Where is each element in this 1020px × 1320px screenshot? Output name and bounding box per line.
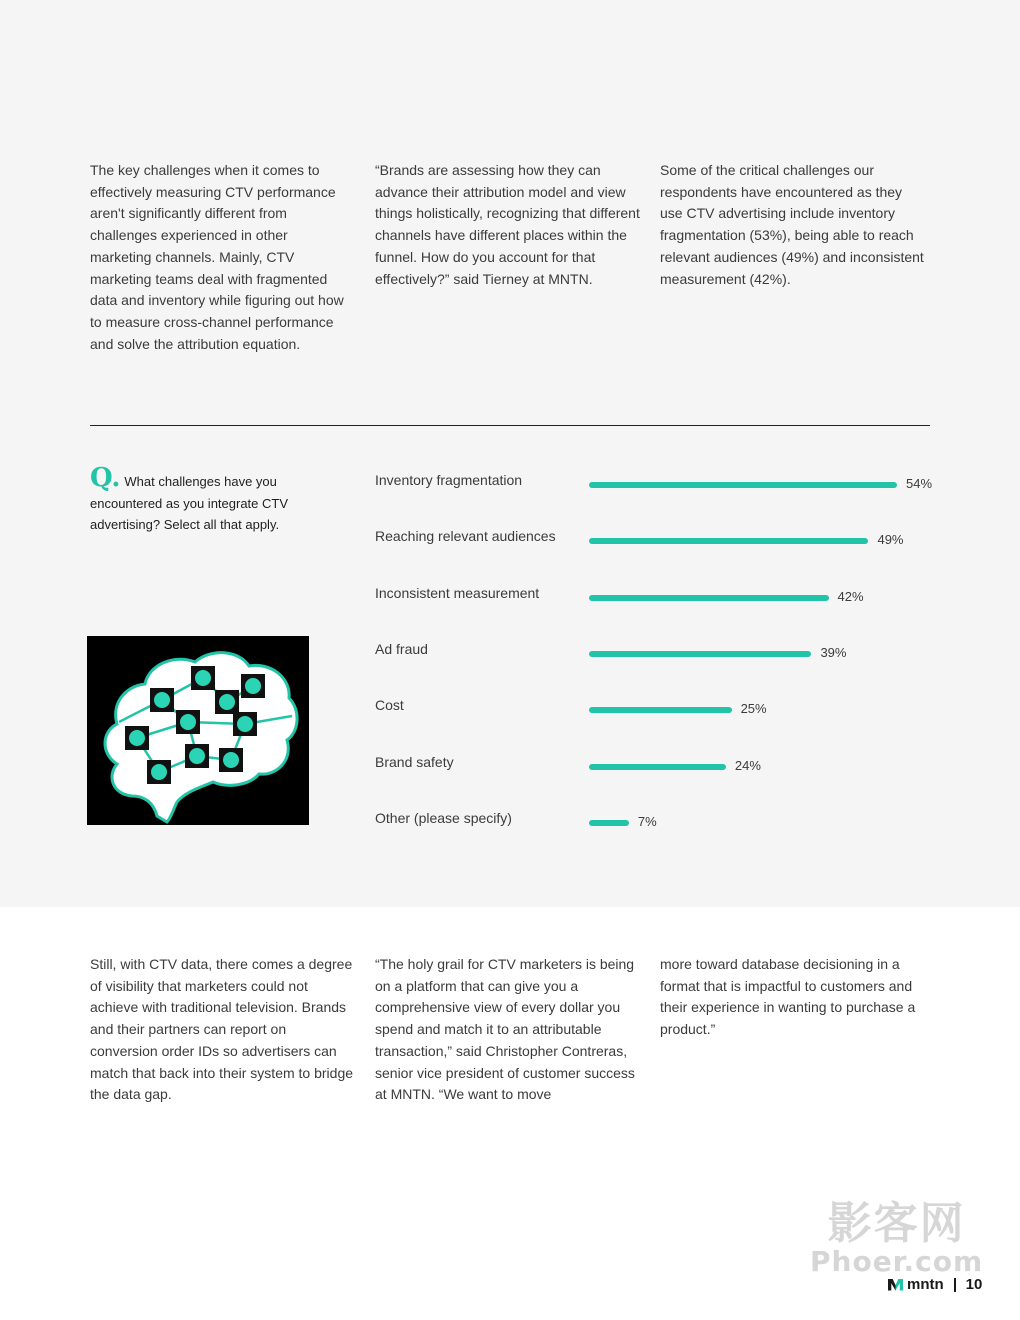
bar <box>589 651 811 657</box>
outro-column-1: Still, with CTV data, there comes a degree of visibility that marketers could not achieve with traditional television. Brands and their partners can report on conversion order IDs so advertisers can match that back into their system to bridge the data gap. <box>90 956 354 1103</box>
section-divider <box>90 425 930 426</box>
category-label: Other (please specify) <box>375 809 512 826</box>
bar <box>589 538 868 544</box>
mntn-logo-icon <box>888 1279 903 1291</box>
category-label: Reaching relevant audiences <box>375 528 556 545</box>
watermark <box>810 1200 983 1276</box>
intro-column-1: The key challenges when it comes to effectively measuring CTV performance aren't significantly different from challenges experienced in other marketing channels. Mainly, CTV marketing teams deal with fragmented data and inventory while figuring out how to measure cross-channel performance and solve the attribution equation. <box>90 162 344 352</box>
footer <box>888 1276 982 1293</box>
value-label: 54% <box>906 476 933 491</box>
value-label: 49% <box>877 532 904 548</box>
category-label: Cost <box>375 697 404 714</box>
bar <box>589 482 897 488</box>
category-label: Brand safety <box>375 753 454 770</box>
watermark-en: Phoer.com <box>810 1245 984 1278</box>
challenges-bar-chart <box>370 458 950 848</box>
bar <box>589 820 629 826</box>
watermark-cn: 影客网 <box>827 1198 966 1249</box>
footer-separator <box>954 1278 956 1292</box>
value-label: 25% <box>740 701 767 717</box>
brain-network-illustration <box>87 636 309 825</box>
intro-column-2: “Brands are assessing how they can advance their attribution model and view things holistically, recognizing that different channels have different places within the funnel. How do you account for that effectively?” said Tierney at MNTN. <box>375 162 640 287</box>
page-number: 10 <box>965 1276 983 1293</box>
bar <box>589 764 726 770</box>
value-label: 24% <box>734 757 761 773</box>
outro-column-3: more toward database decisioning in a format that is impactful to customers and their experience in wanting to purchase a product.” <box>660 956 916 1038</box>
question-text: What challenges have you encountered as you integrate CTV advertising? Select all that apply. <box>90 474 289 532</box>
category-label: Ad fraud <box>375 640 428 657</box>
brand-name: mntn <box>907 1276 944 1293</box>
value-label: 7% <box>637 813 657 829</box>
value-label: 39% <box>820 644 847 660</box>
value-label: 42% <box>837 588 864 604</box>
outro-column-2: “The holy grail for CTV marketers is being on a platform that can give you a comprehensive view of every dollar you spend and match it to an attributable transaction,” said Christopher Contreras, senior vice president of customer success at MNTN. “We want to move <box>375 956 635 1103</box>
question-block <box>90 465 315 536</box>
bar <box>589 707 732 713</box>
intro-column-3: Some of the critical challenges our respondents have encountered as they use CTV advertising include inventory fragmentation (53%), being able to reach relevant audiences (49%) and inconsistent measurement (42%). <box>660 162 924 287</box>
category-label: Inconsistent measurement <box>375 584 540 601</box>
bar <box>589 595 829 601</box>
category-label: Inventory fragmentation <box>375 472 523 488</box>
question-mark: Q. <box>90 463 121 493</box>
